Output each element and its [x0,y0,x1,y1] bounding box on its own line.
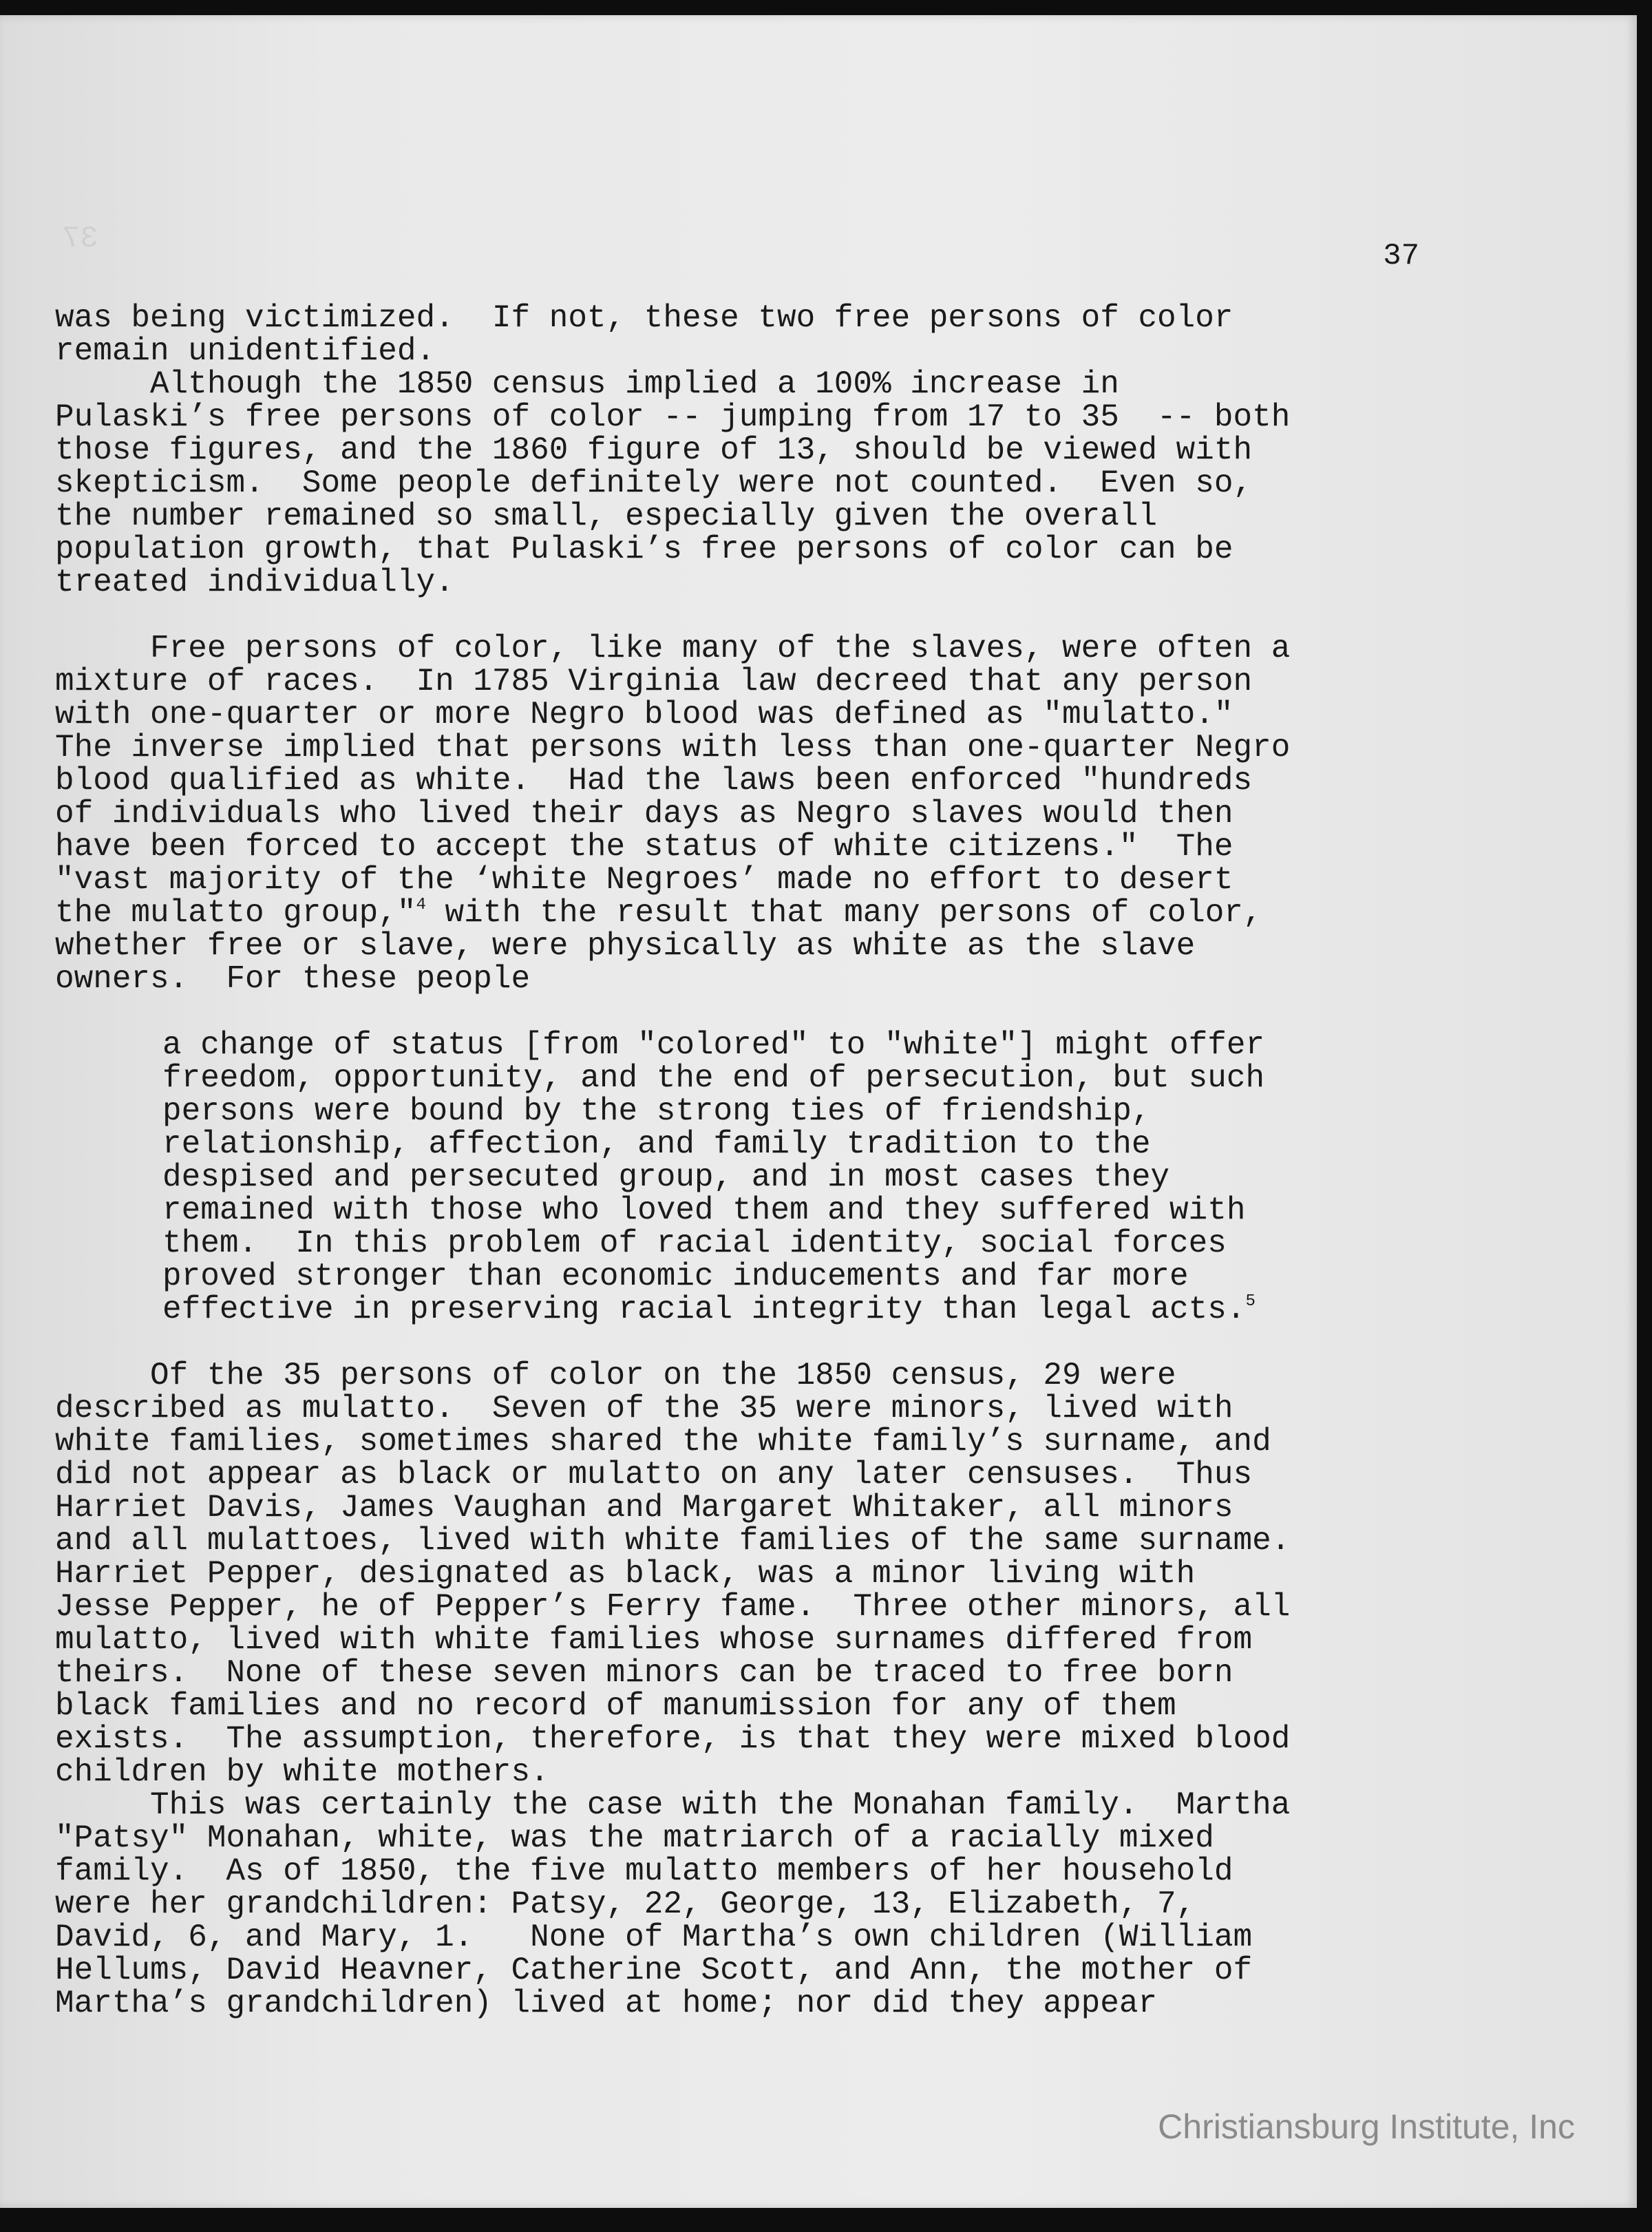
paragraph-gap [55,996,1459,1029]
paragraph-mixture-text-a: Free persons of color, like many of the slaves, were often a mixture of races. In 1785 Virginia law decreed that any person with one-quarter or more Negro blood was defined as "mulatto." The inverse implied that persons with less than one-quarter Negro blood qualified as white. Had the laws been enforced "hundreds of individuals who lived their days as Negro slaves would then have been forced to accept the status of white citizens." The "vast majority of the ‘white Negroes’ made no effort to desert the mulatto group," [55,631,1291,931]
page-number: 37 [1383,239,1419,273]
paragraph-gap [55,1326,1459,1359]
paragraph-continuation: was being victimized. If not, these two free persons of color remain unidentified. [55,300,1233,369]
bleed-through-page-number: 37 [62,222,98,256]
paper-sheet [0,15,1637,2208]
block-quote [162,1029,1459,1326]
block-quote-text: a change of status [from "colored" to "white"] might offer freedom, opportunity, and the end of persecution, but such persons were bound by the strong ties of friendship, relationship, affection, and family tradition to the despised and persecuted group, and in most cases they remained with those who loved them and they suffered with them. In this problem of racial identity, social forces proved stronger than economic inducements and far more effective in preserving racial integrity than legal acts. [162,1027,1265,1327]
footnote-ref-4: 4 [416,896,426,914]
paragraph-monahan-family: This was certainly the case with the Monahan family. Martha "Patsy" Monahan, white, was the matriarch of a racially mixed family. As of 1850, the five mulatto members of her household were her grandchildren: Patsy, 22, George, 13, Elizabeth, 7, David, 6, and Mary, 1. None of Martha’s own children (William Hellums, David Heavner, Catherine Scott, and Ann, the mother of Martha’s grandchildren) lived at home; nor did they appear [55,1787,1291,2021]
paragraph-mixture-of-races [55,632,1459,996]
watermark-text: Christiansburg Institute, Inc [1158,2107,1575,2146]
document-body [55,302,1459,2020]
paragraph-mixture-text-b: with the result that many persons of color, whether free or slave, were physically as white as the slave owners. For these people [55,895,1262,997]
footnote-ref-5: 5 [1245,1292,1256,1311]
paragraph-gap [55,599,1459,632]
paragraph-census-increase: Although the 1850 census implied a 100% increase in Pulaski’s free persons of color -- jumping from 17 to 35 -- both those figures, and the 1860 figure of 13, should be viewed with skepticism. Some people definitely were not counted. Even so, the number remained so small, especially given the overall population growth, that Pulaski’s free persons of color can be treated individually. [55,366,1291,600]
paragraph-35-persons: Of the 35 persons of color on the 1850 census, 29 were described as mulatto. Seven of the 35 were minors, lived with white families, sometimes shared the white family’s surname, and did not appear as black or mulatto on any later censuses. Thus Harriet Davis, James Vaughan and Margaret Whitaker, all minors and all mulattoes, lived with white families of the same surname. Harriet Pepper, designated as black, was a minor living with Jesse Pepper, he of Pepper’s Ferry fame. Three other minors, all mulatto, lived with white families whose surnames differed from theirs. None of these seven minors can be traced to free born black families and no record of manumission for any of them exists. The assumption, therefore, is that they were mixed blood children by white mothers. [55,1358,1291,1790]
